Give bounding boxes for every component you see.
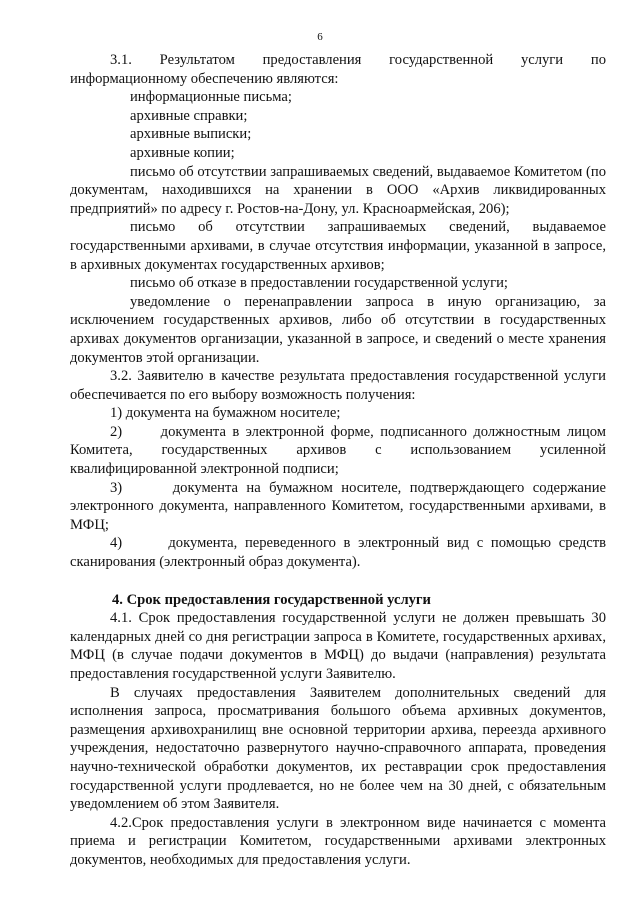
option-4-scanned: 4) документа, переведенного в электронный вид с помощью средств сканирования (электронный образ документа). (70, 535, 606, 571)
section-gap (70, 572, 606, 591)
paragraph-4-2: 4.2.Срок предоставления услуги в электронном виде начинается с момента приема и регистрации Комитетом, государственными архивами электронных документов, необходимых для предоставления услуги. (70, 814, 606, 868)
paragraph-3-1-intro: 3.1. Результатом предоставления государственной услуги по информационному обеспечению являются: (70, 52, 606, 87)
document-body (70, 51, 606, 870)
paragraph-3-2: 3.2. Заявителю в качестве результата предоставления государственной услуги обеспечивается по его выбору возможность получения: (70, 368, 606, 403)
paragraph-extension: В случаях предоставления Заявителем дополнительных сведений для исполнения запроса, просматривания большого объема архивных документов, размещения архивохранилищ вне основной территории архива, переезда архивного учреждения, недостаточно развернутого научно-справочного аппарата, проведения научно-технической обработки документов, их реставрации срок предоставления государственной услуги продлевается, но не более чем на 30 дней, с обязательным уведомлением об этом Заявителя. (70, 684, 606, 813)
list-item-archive-certificates: архивные справки; (130, 107, 248, 124)
option-2-electronic: 2) документа в электронной форме, подписанного должностным лицом Комитета, государственных архивов с использованием усиленной квалифицированной электронной подписи; (70, 423, 606, 478)
page-number: 6 (317, 31, 323, 43)
section-4-heading: 4. Срок предоставления государственной услуги (112, 591, 431, 608)
paragraph-refusal-letter: письмо об отказе в предоставлении государственной услуги; (130, 275, 508, 292)
paragraph-letter-committee: письмо об отсутствии запрашиваемых сведений, выдаваемое Комитетом (по документам, находившихся на хранении в ООО «Архив ликвидированных предприятий» по адресу г. Ростов-на-Дону, ул. Красноармейская, 206); (70, 163, 606, 217)
paragraph-4-1: 4.1. Срок предоставления государственной услуги не должен превышать 30 календарных дней со дня регистрации запроса в Комитете, государственных архивах, МФЦ (в случае подачи документов в МФЦ) до выдачи (направления) результата предоставления государственной услуги Заявителю. (70, 610, 606, 682)
list-item-info-letters: информационные письма; (130, 89, 292, 106)
paragraph-letter-archives: письмо об отсутствии запрашиваемых сведений, выдаваемое государственными архивами, в случае отсутствия информации, указанной в запросе, в архивных документах государственных архивов; (70, 219, 606, 273)
list-item-archive-copies: архивные копии; (130, 144, 235, 161)
list-item-archive-extracts: архивные выписки; (130, 126, 252, 143)
option-3-paper-confirmation: 3) документа на бумажном носителе, подтверждающего содержание электронного документа, направленного Комитетом, государственными архивами, в МФЦ; (70, 479, 606, 533)
paragraph-redirect-notice: уведомление о перенаправлении запроса в иную организацию, за исключением государственных архивов, либо об отсутствии в государственных архивах документов организации, указанной в запросе, и сведений о месте хранения документов этой организации. (70, 293, 606, 366)
option-1-paper: 1) документа на бумажном носителе; (110, 405, 341, 422)
